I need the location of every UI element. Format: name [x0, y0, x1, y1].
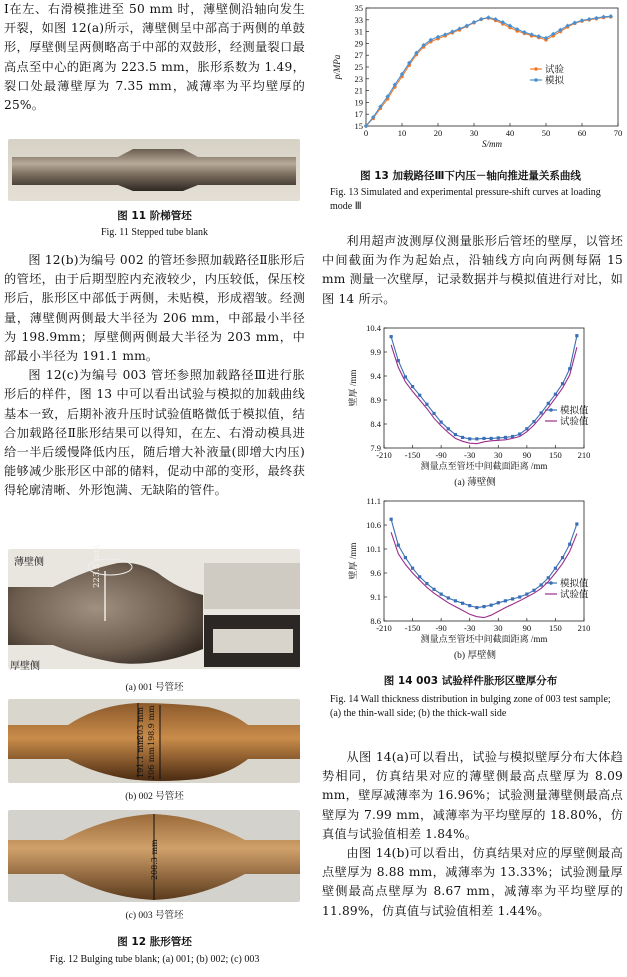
data-point [475, 606, 478, 609]
x-tick-label: 50 [541, 128, 551, 138]
x-axis-label: 测量点至管坯中间截面距离 /mm [420, 461, 548, 471]
data-point [418, 394, 421, 397]
data-point [554, 567, 557, 570]
fig14b-subcaption: (b) 厚壁侧 [454, 651, 496, 661]
tube-001-image [8, 549, 300, 669]
fig14-caption-zh: 图 14 003 试验样件胀形区壁厚分布 [383, 675, 558, 687]
paragraph-3: 图 12(c)为编号 003 管坯参照加载路径Ⅲ进行胀形后的样件，图 13 中可以看出试验与模拟的加载曲线基本一致，后期补液升压时试验值略微低于模拟值，结合加载路径Ⅱ胀形结果可以得知，在左、右滑动模具进给一半后缓慢降低内压，随后增大补液量(即增大内压)能够减少胀形区中部的储料，促动中部的变形，最终获得轮廓清晰、外形饱满、无缺陷的管件。 [4, 368, 305, 498]
data-point [554, 393, 557, 396]
data-point [490, 437, 493, 440]
dim-203: 203 mm [136, 707, 145, 740]
legend-marker [534, 67, 538, 71]
data-point [447, 427, 450, 430]
x-tick-label: 210 [577, 623, 591, 633]
right-column-para4 [322, 232, 623, 309]
x-tick-label: -90 [435, 450, 447, 460]
data-point [418, 575, 421, 578]
x-tick-label: 40 [505, 128, 515, 138]
data-point [440, 593, 443, 596]
y-tick-label: 10.6 [366, 520, 381, 530]
data-point [504, 436, 507, 439]
data-point [479, 17, 483, 21]
paragraph-1: Ⅰ在左、右滑模推进至 50 mm 时，薄壁侧沿轴向发生开裂，如图 12(a)所示，薄壁侧呈中部高于两侧的单鼓形，厚壁侧呈两侧略高于中部的双鼓形，经测量裂口最高点至中心的距离为 223.5 mm，胀形系数为 1.49，裂口处最薄壁厚为 7.35 mm，减薄率为平均壁厚的 25%。 [4, 2, 305, 113]
y-tick-label: 7.9 [370, 443, 381, 453]
data-point [568, 543, 571, 546]
y-tick-label: 29 [354, 38, 363, 49]
fig13-caption-en: Fig. 13 Simulated and experimental pressure-shift curves at loading mode Ⅲ [330, 187, 601, 212]
data-point [432, 588, 435, 591]
x-tick-label: 150 [549, 623, 562, 633]
series-line-0 [391, 336, 577, 439]
paragraph-6: 由图 14(b)可以看出，仿真结果对应的厚壁侧最高点壁厚为 8.88 mm，减薄率为 13.33%；试验测量厚壁侧最高点壁厚为 8.67 mm，减薄率为平均壁厚的 11.89%，仿真值与试验值相差 1.44%。 [322, 846, 623, 918]
y-tick-label: 11.1 [366, 496, 381, 506]
data-point [468, 604, 471, 607]
y-tick-label: 9.9 [370, 347, 381, 357]
data-point [575, 334, 578, 337]
data-point [561, 382, 564, 385]
y-tick-label: 31 [354, 26, 363, 37]
fig13-caption-zh: 图 13 加载路径Ⅲ下内压－轴向推进量关系曲线 [360, 170, 581, 182]
y-axis-label: 壁厚 /mm [348, 369, 358, 407]
data-point [504, 599, 507, 602]
data-point [397, 359, 400, 362]
x-tick-label: 30 [494, 623, 503, 633]
y-tick-label: 9.6 [370, 568, 381, 578]
fig14a-subcaption: (a) 薄壁侧 [454, 478, 496, 488]
left-column [4, 0, 305, 115]
series-line-1 [391, 532, 577, 617]
y-tick-label: 8.4 [370, 419, 381, 429]
y-tick-label: 8.9 [370, 395, 381, 405]
y-tick-label: 35 [354, 3, 363, 13]
fig12-caption-zh: 图 12 胀形管坯 [117, 936, 192, 948]
data-point [540, 583, 543, 586]
data-point [454, 433, 457, 436]
fig14b-chart [340, 495, 610, 663]
plot-frame [366, 8, 618, 126]
data-point [390, 518, 393, 521]
legend-label: 模拟 [545, 76, 565, 87]
y-axis-label: 壁厚 /mm [348, 542, 358, 580]
series-line-0 [366, 17, 611, 126]
dim-191-1: 191.1 mm [136, 737, 145, 778]
y-tick-label: 9.1 [370, 592, 381, 602]
legend-label: 试验值 [560, 590, 589, 601]
x-tick-label: -210 [376, 623, 392, 633]
data-point [390, 335, 393, 338]
fig12a-photo [8, 549, 300, 669]
label-thin-wall: 薄壁侧 [14, 557, 44, 568]
data-point [547, 402, 550, 405]
fig12a-subcaption: (a) 001 号管坯 [125, 683, 184, 693]
x-tick-label: -210 [376, 450, 392, 460]
fig14-caption-en: Fig. 14 Wall thickness distribution in bulging zone of 003 test sample; (a) the thin-wall side; (b) the thick-wall side [330, 694, 611, 719]
y-tick-label: 9.4 [370, 371, 381, 381]
x-tick-label: -30 [464, 623, 476, 633]
y-tick-label: 15 [354, 121, 363, 131]
left-column-lower [4, 251, 305, 501]
data-point [525, 593, 528, 596]
x-tick-label: 90 [522, 623, 532, 633]
data-point [518, 595, 521, 598]
data-point [440, 420, 443, 423]
fig14a-chart [340, 322, 610, 490]
x-tick-label: 210 [577, 450, 591, 460]
x-tick-label: -90 [435, 623, 447, 633]
plot-frame [384, 501, 584, 621]
data-point [525, 427, 528, 430]
x-tick-label: 30 [469, 128, 479, 138]
x-tick-label: 20 [433, 128, 443, 138]
x-axis-label: 测量点至管坯中间截面距离 /mm [420, 634, 548, 644]
legend-marker [549, 408, 553, 412]
data-point [601, 15, 605, 19]
data-point [532, 589, 535, 592]
dim-198-9: 198.9 mm [147, 705, 156, 746]
x-tick-label: 30 [494, 450, 503, 460]
data-point [594, 16, 598, 20]
label-thick-wall: 厚壁侧 [10, 661, 40, 672]
data-point [475, 437, 478, 440]
y-tick-label: 21 [354, 85, 363, 96]
legend-label: 试验值 [560, 417, 589, 428]
x-tick-label: 10 [397, 128, 407, 138]
data-point [447, 596, 450, 599]
data-point [547, 576, 550, 579]
data-point [511, 597, 514, 600]
fig12b-subcaption: (b) 002 号管坯 [125, 792, 184, 802]
x-tick-label: 90 [522, 450, 532, 460]
right-column-lower [322, 748, 623, 921]
data-point [482, 437, 485, 440]
y-tick-label: 23 [354, 73, 363, 84]
x-tick-label: -30 [464, 450, 476, 460]
y-tick-label: 10.4 [366, 323, 381, 333]
data-point [461, 602, 464, 605]
data-point [411, 567, 414, 570]
paragraph-4: 利用超声波测厚仪测量胀形后管坯的壁厚，以管坯中间截面为作为起始点，沿轴线方向向两侧每隔 15 mm 测量一次壁厚，记录数据并与模拟值进行对比，如图 14 所示。 [322, 234, 623, 306]
x-tick-label: 150 [549, 450, 562, 460]
y-tick-label: 25 [354, 62, 363, 72]
data-point [490, 604, 493, 607]
y-tick-label: 10.1 [366, 544, 381, 554]
series-line-1 [366, 16, 611, 126]
legend-marker [534, 78, 538, 82]
legend-label: 试验 [545, 65, 565, 76]
x-tick-label: -150 [404, 450, 421, 460]
data-point [609, 14, 613, 18]
data-point [540, 411, 543, 414]
fig12c-subcaption: (c) 003 号管坯 [125, 911, 184, 921]
legend-label: 模拟值 [560, 406, 589, 417]
data-point [497, 436, 500, 439]
data-point [432, 412, 435, 415]
fig12-caption-en: Fig. 12 Bulging tube blank; (a) 001; (b) 002; (c) 003 [49, 954, 260, 965]
dim-223: 223.5 mm [92, 544, 102, 588]
paragraph-5: 从图 14(a)可以看出，试验与模拟壁厚分布大体趋势相同，仿真结果对应的薄壁侧最高点壁厚为 8.09 mm，壁厚减薄率为 16.96%；试验测量薄壁侧最高点壁厚为 7.99 mm，减薄率为平均壁厚的 18.80%，仿真值与试验值相差 1.84%。 [322, 750, 623, 841]
dim-206: 206 mm [147, 747, 156, 780]
fig11-photo [8, 139, 300, 201]
data-point [532, 420, 535, 423]
legend-marker [549, 581, 553, 585]
data-point [425, 403, 428, 406]
fig13-chart [322, 0, 627, 160]
fig11-caption-zh: 图 11 阶梯管坯 [117, 210, 192, 222]
x-tick-label: 0 [363, 128, 369, 138]
x-axis-label: S/mm [482, 139, 502, 149]
stepped-tube-image [8, 139, 300, 201]
data-point [397, 544, 400, 547]
x-tick-label: 70 [613, 128, 623, 138]
data-point [411, 385, 414, 388]
paragraph-2: 图 12(b)为编号 002 的管坯参照加载路径Ⅱ胀形后的管坯，由于后期型腔内充液较少，内压较低，保压校形后，胀形区中部低于两侧，未贴模，形成褶皱。经测量，薄壁侧两侧最大半径为 206 mm，中部最小半径为 198.9mm；厚壁侧两侧最大半径为 203 mm，中部最小半径为 191.1 mm。 [4, 253, 305, 364]
data-point [482, 605, 485, 608]
data-point [404, 556, 407, 559]
data-point [587, 17, 591, 21]
x-tick-label: 60 [577, 128, 587, 138]
data-point [468, 437, 471, 440]
fig11-caption-en: Fig. 11 Stepped tube blank [100, 227, 209, 238]
y-axis-label: p/MPa [332, 54, 342, 80]
y-tick-label: 19 [354, 97, 363, 108]
data-point [404, 375, 407, 378]
legend-label: 模拟值 [560, 579, 589, 590]
x-tick-label: -150 [404, 623, 421, 633]
y-tick-label: 27 [354, 50, 363, 61]
y-tick-label: 17 [354, 109, 363, 120]
data-point [425, 582, 428, 585]
y-tick-label: 8.6 [370, 616, 381, 626]
data-point [454, 599, 457, 602]
data-point [575, 522, 578, 525]
data-point [561, 556, 564, 559]
data-point [497, 601, 500, 604]
data-point [461, 436, 464, 439]
y-tick-label: 33 [354, 14, 363, 25]
dim-208-3: 208.3 mm [150, 839, 159, 880]
